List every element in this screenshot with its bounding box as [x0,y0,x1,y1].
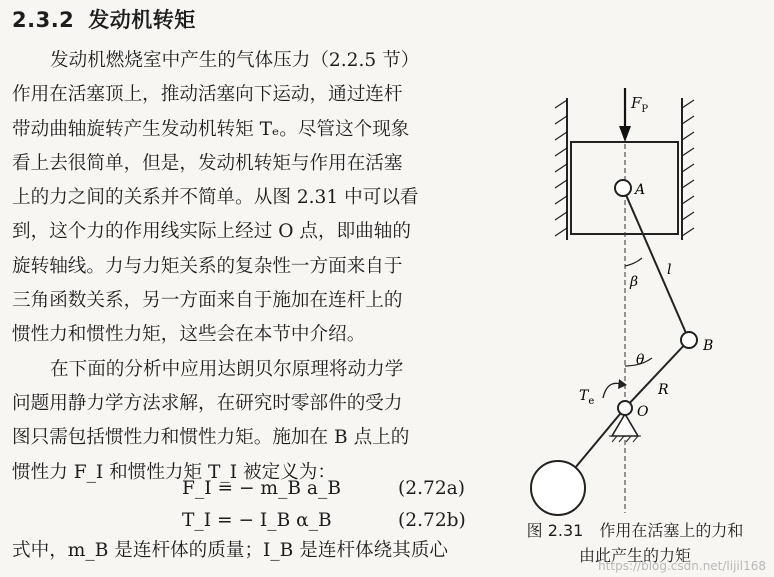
watermark: https://blog.csdn.net/lijil168 [598,559,766,573]
equation-number: (2.72a) [398,478,465,499]
text-line: 到，这个力的作用线实际上经过 O 点，即曲轴的 [12,221,411,243]
equation-272a [12,472,482,506]
label-r: R [658,382,669,398]
text-line: 旋转轴线。力与力矩关系的复杂性一方面来自于 [12,255,403,277]
body-text [12,44,482,490]
equation-lhs: T_I = − I_B α_B [182,510,332,531]
caption-line: 图 2.31 作用在活塞上的力和 [526,521,744,540]
torque-arc [603,383,621,398]
torque-arrowhead [618,379,627,389]
label-theta: θ [636,352,645,368]
crank-arm [625,340,689,408]
text-line: 问题用静力学方法求解，在研究时零部件的受力 [12,392,403,414]
force-label: $F_P$ [631,94,649,115]
footer-text: 式中，m_B 是连杆体的质量；I_B 是连杆体绕其质心 [12,540,449,561]
text-line: 三角函数关系，另一方面来自于施加在连杆上的 [12,290,403,312]
text-line: 看上去很简单，但是，发动机转矩与作用在活塞 [12,152,403,174]
label-l: l [667,262,672,278]
text-line: 在下面的分析中应用达朗贝尔原理将动力学 [50,358,404,380]
label-o: O [637,404,649,420]
text-line: 上的力之间的关系并不简单。从图 2.31 中可以看 [12,187,419,209]
torque-label: $T_e$ [579,388,595,407]
section-title: 发动机转矩 [88,8,196,32]
pin-b [681,332,697,348]
flywheel [531,461,585,515]
text-line: 带动曲轴旋转产生发动机转矩 Tₑ。尽管这个现象 [12,118,410,140]
equation-lhs: F_I = − m_B a_B [182,478,341,499]
label-b: B [703,338,714,354]
caption-line: 由此产生的力矩 [578,546,691,565]
crank-center-o [618,401,632,415]
text-line: 作用在活塞顶上，推动活塞向下运动，通过连杆 [12,84,403,106]
beta-arc [625,258,642,266]
piston-crank-diagram [495,68,725,518]
equation-number: (2.72b) [398,510,466,531]
equation-272b [12,504,482,538]
section-number: 2.3.2 [12,8,75,32]
text-line: 惯性力和惯性力矩，这些会在本节中介绍。 [12,324,366,346]
label-a: A [635,182,646,198]
text-line: 图只需包括惯性力和惯性力矩。施加在 B 点上的 [12,427,410,449]
label-beta: β [630,274,639,290]
text-line: 惯性力 F_I 和惯性力矩 T_I 被定义为： [12,461,336,483]
pin-a [615,180,631,196]
text-line: 发动机燃烧室中产生的气体压力（2.2.5 节） [50,50,420,71]
section-heading [12,4,196,34]
force-arrowhead [619,126,631,142]
bearing-support [612,414,638,436]
